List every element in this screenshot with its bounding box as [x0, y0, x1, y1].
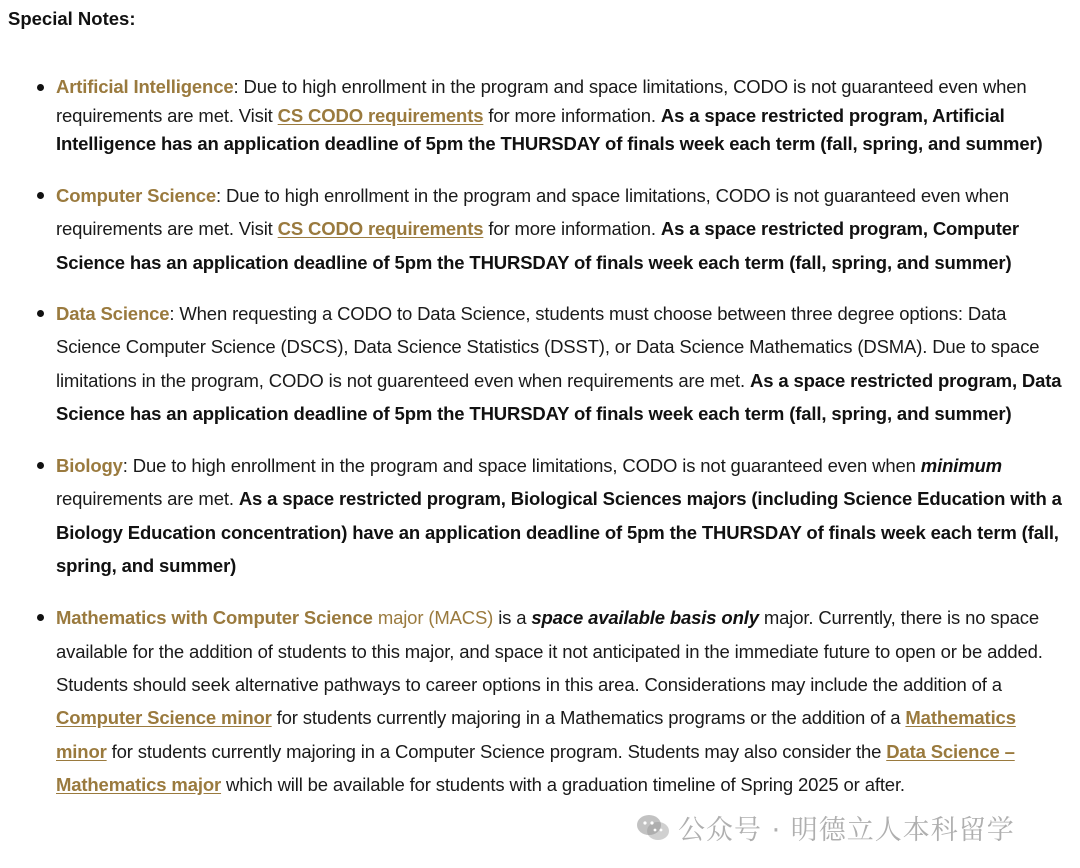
data-science-mathematics-major-link[interactable]: Data Science – Mathematics major	[56, 740, 1015, 795]
wechat-icon	[636, 813, 670, 843]
special-notes-list	[56, 73, 1068, 801]
deadline-notice: As a space restricted program, Biological Sciences majors (including Science Education with a Biology Education concentration) have an application deadline of 5pm the THURSDAY of finals week each term (fall, spring, and summer)	[56, 488, 1062, 577]
deadline-notice: As a space restricted program, Artificial Intelligence has an application deadline of 5pm the THURSDAY of finals week each term (fall, spring, and summer)	[56, 104, 1043, 154]
program-name: Artificial Intelligence	[56, 76, 234, 97]
note-text: requirements are met.	[56, 488, 239, 510]
note-mathematics-computer-science	[56, 601, 1068, 801]
deadline-notice: As a space restricted program, Computer Science has an application deadline of 5pm the THURSDAY of finals week each term (fall, spring, and summer)	[56, 218, 1019, 273]
watermark-text: 公众号 · 明德立人本科留学	[678, 815, 1015, 846]
program-name: Data Science	[56, 303, 170, 324]
note-text: major. Currently, there is no space available for the addition of students to this major, and space it not anticipated in the immediate future to open or be added. Students should seek alternative pathways to career options in this area. Considerations may include the addition of a	[56, 607, 1043, 695]
note-text: for more information.	[483, 104, 661, 126]
computer-science-minor-link[interactable]: Computer Science minor	[56, 707, 272, 729]
program-name: Computer Science	[56, 184, 217, 206]
note-text: which will be available for students with a graduation timeline of Spring 2025 or after.	[221, 773, 905, 795]
note-text: is a	[493, 607, 532, 629]
page-heading: Special Notes:	[8, 8, 136, 29]
note-text: : Due to high enrollment in the program and space limitations, CODO is not guaranteed even when requirements are met. Visit	[56, 184, 1010, 239]
emphasis-text: space available basis only	[531, 607, 759, 629]
note-computer-science	[56, 179, 1068, 280]
note-text: for more information.	[483, 218, 661, 239]
program-suffix: major (MACS)	[372, 607, 494, 629]
cs-codo-requirements-link[interactable]: CS CODO requirements	[277, 218, 484, 239]
note-artificial-intelligence	[56, 73, 1068, 159]
note-text: : Due to high enrollment in the program and space limitations, CODO is not guaranteed even when	[122, 455, 921, 477]
cs-codo-requirements-link[interactable]: CS CODO requirements	[277, 104, 484, 126]
note-biology	[56, 449, 1068, 582]
note-text: : When requesting a CODO to Data Science, students must choose between three degree options: Data Science Computer Science (DSCS), Data Science Statistics (DSST), or Data Science Mathematics (DSMA). Due to space limitations in the program, CODO is not guarenteed even when requirements are met.	[56, 303, 1040, 391]
note-text: for students currently majoring in a Computer Science program. Students may also consider the	[106, 740, 887, 762]
watermark	[636, 808, 1015, 847]
emphasis-text: minimum	[920, 455, 1002, 477]
program-name: Mathematics with Computer Science	[56, 607, 373, 629]
note-data-science	[56, 297, 1068, 430]
note-text: : Due to high enrollment in the program and space limitations, CODO is not guaranteed even when requirements are met. Visit	[56, 76, 1027, 126]
program-name: Biology	[56, 455, 123, 477]
deadline-notice: As a space restricted program, Data Science has an application deadline of 5pm the THURSDAY of finals week each term (fall, spring, and summer)	[56, 369, 1062, 424]
mathematics-minor-link[interactable]: Mathematics minor	[56, 707, 1016, 762]
note-text: for students currently majoring in a Mathematics programs or the addition of a	[271, 707, 906, 729]
